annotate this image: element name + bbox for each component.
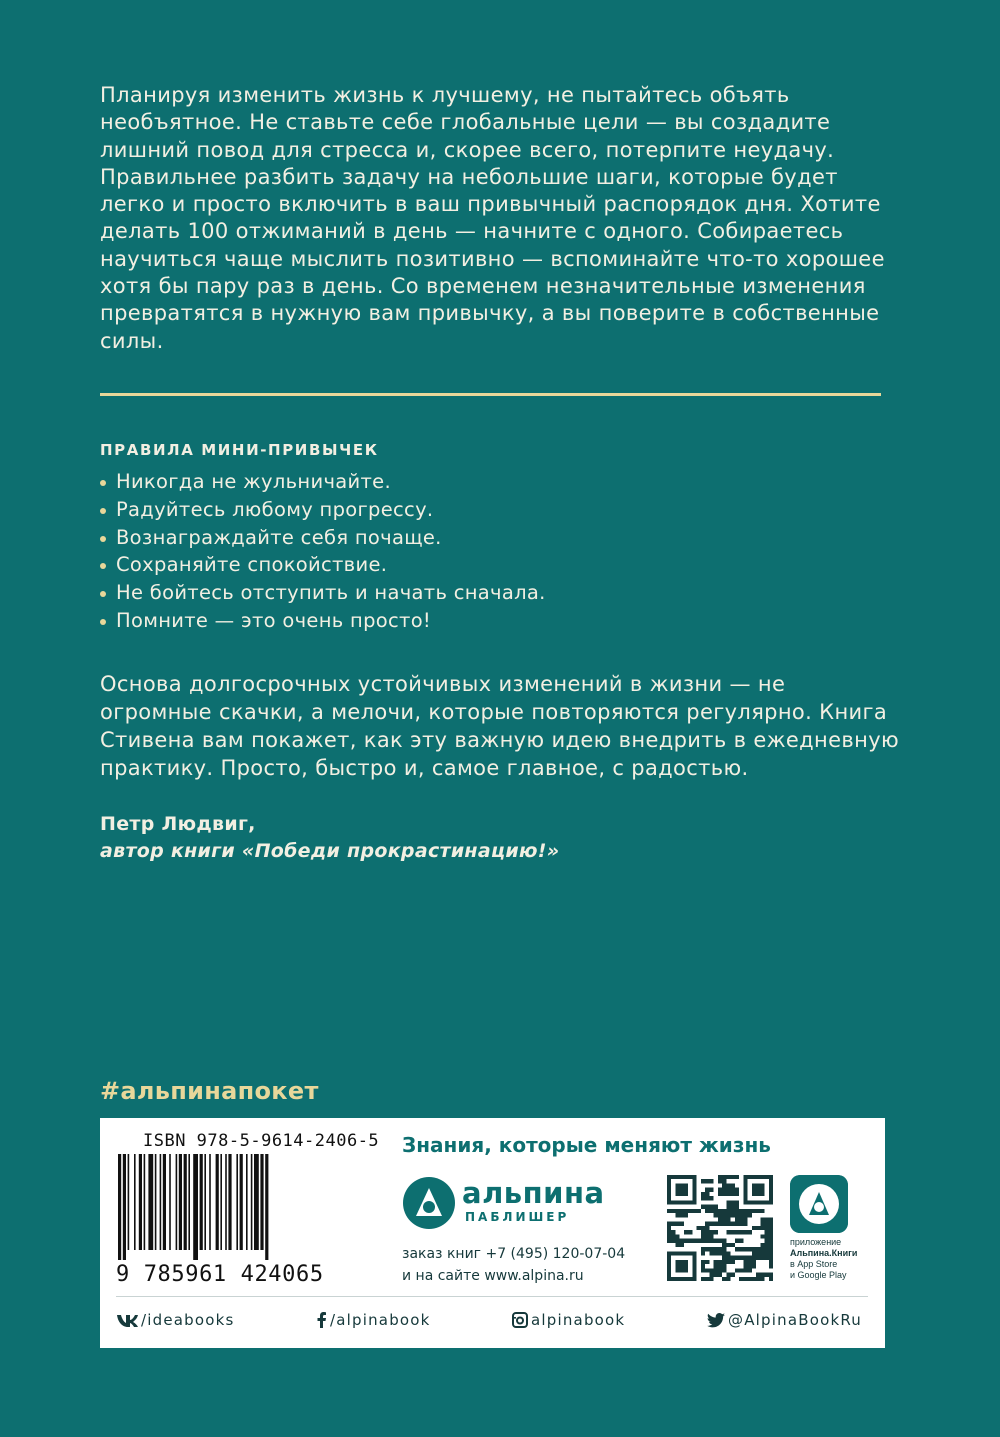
publisher-slogan: Знания, которые меняют жизнь — [402, 1133, 771, 1157]
bullet-icon — [100, 591, 106, 597]
social-facebook-link[interactable]: /alpinabook — [317, 1311, 431, 1329]
intro-paragraph: Планируя изменить жизнь к лучшему, не пытайтесь объять необъятное. Не ставьте себе глобальные цели — вы создадите лишний повод для стресса и, скорее всего, потерпите неудачу. Правильнее разбить задачу на небольшие шаги, которые будет легко и просто включить в ваш привычный распорядок дня. Хотите делать 100 отжиманий в день — начните с одного. Собираетесь научиться чаще мыслить позитивно — вспоминайте что-то хорошее хотя бы пару раз в день. Со временем незначительные изменения превратятся в нужную вам привычку, а вы поверите в собственные силы. — [100, 83, 885, 353]
rule-item: Не бойтесь отступить и начать сначала. — [100, 579, 900, 607]
social-instagram-link[interactable]: alpinabook — [512, 1311, 625, 1329]
instagram-icon — [512, 1312, 528, 1328]
panel-divider — [116, 1296, 868, 1297]
bullet-icon — [100, 619, 106, 625]
bullet-icon — [100, 508, 106, 514]
qr-code-icon[interactable] — [667, 1175, 773, 1281]
bullet-icon — [100, 563, 106, 569]
barcode-icon — [116, 1154, 378, 1260]
app-download-text: приложение Альпина.Книги в App Store и Google Play — [790, 1237, 858, 1280]
bullet-icon — [100, 536, 106, 542]
rule-item: Сохраняйте спокойствие. — [100, 551, 900, 579]
vk-icon — [116, 1313, 138, 1327]
bullet-icon — [100, 480, 106, 486]
barcode-digits: 9 785961 424065 — [116, 1262, 324, 1287]
rules-list — [100, 468, 900, 635]
logo-subtitle: ПАБЛИШЕР — [465, 1210, 570, 1224]
rules-title: ПРАВИЛА МИНИ-ПРИВЫЧЕК — [100, 441, 379, 459]
alpina-logo-icon — [402, 1176, 456, 1230]
app-logo-icon[interactable] — [790, 1175, 848, 1233]
twitter-icon — [707, 1313, 725, 1328]
facebook-icon — [317, 1312, 327, 1328]
rule-item: Вознаграждайте себя почаще. — [100, 524, 900, 552]
rule-item: Радуйтесь любому прогрессу. — [100, 496, 900, 524]
outro-paragraph: Основа долгосрочных устойчивых изменений в жизни — не огромные скачки, а мелочи, которые повторяются регулярно. Книга Стивена вам покажет, как эту важную идею внедрить в ежедневную практику. Просто, быстро и, самое главное, с радостью. — [100, 672, 900, 780]
logo-name: альпина — [462, 1176, 605, 1210]
order-website[interactable]: и на сайте www.alpina.ru — [402, 1268, 584, 1284]
rule-item: Никогда не жульничайте. — [100, 468, 900, 496]
section-divider — [100, 393, 881, 396]
quote-author-credit: автор книги «Победи прокрастинацию!» — [100, 840, 560, 862]
social-twitter-link[interactable]: @AlpinaBookRu — [707, 1311, 862, 1329]
social-vk-link[interactable]: /ideabooks — [116, 1311, 235, 1329]
rule-item: Помните — это очень просто! — [100, 607, 900, 635]
order-phone[interactable]: заказ книг +7 (495) 120-07-04 — [402, 1246, 626, 1262]
hashtag[interactable]: #альпинапокет — [100, 1077, 319, 1105]
isbn-label: ISBN 978-5-9614-2406-5 — [143, 1131, 380, 1151]
quote-author-name: Петр Людвиг, — [100, 813, 256, 835]
